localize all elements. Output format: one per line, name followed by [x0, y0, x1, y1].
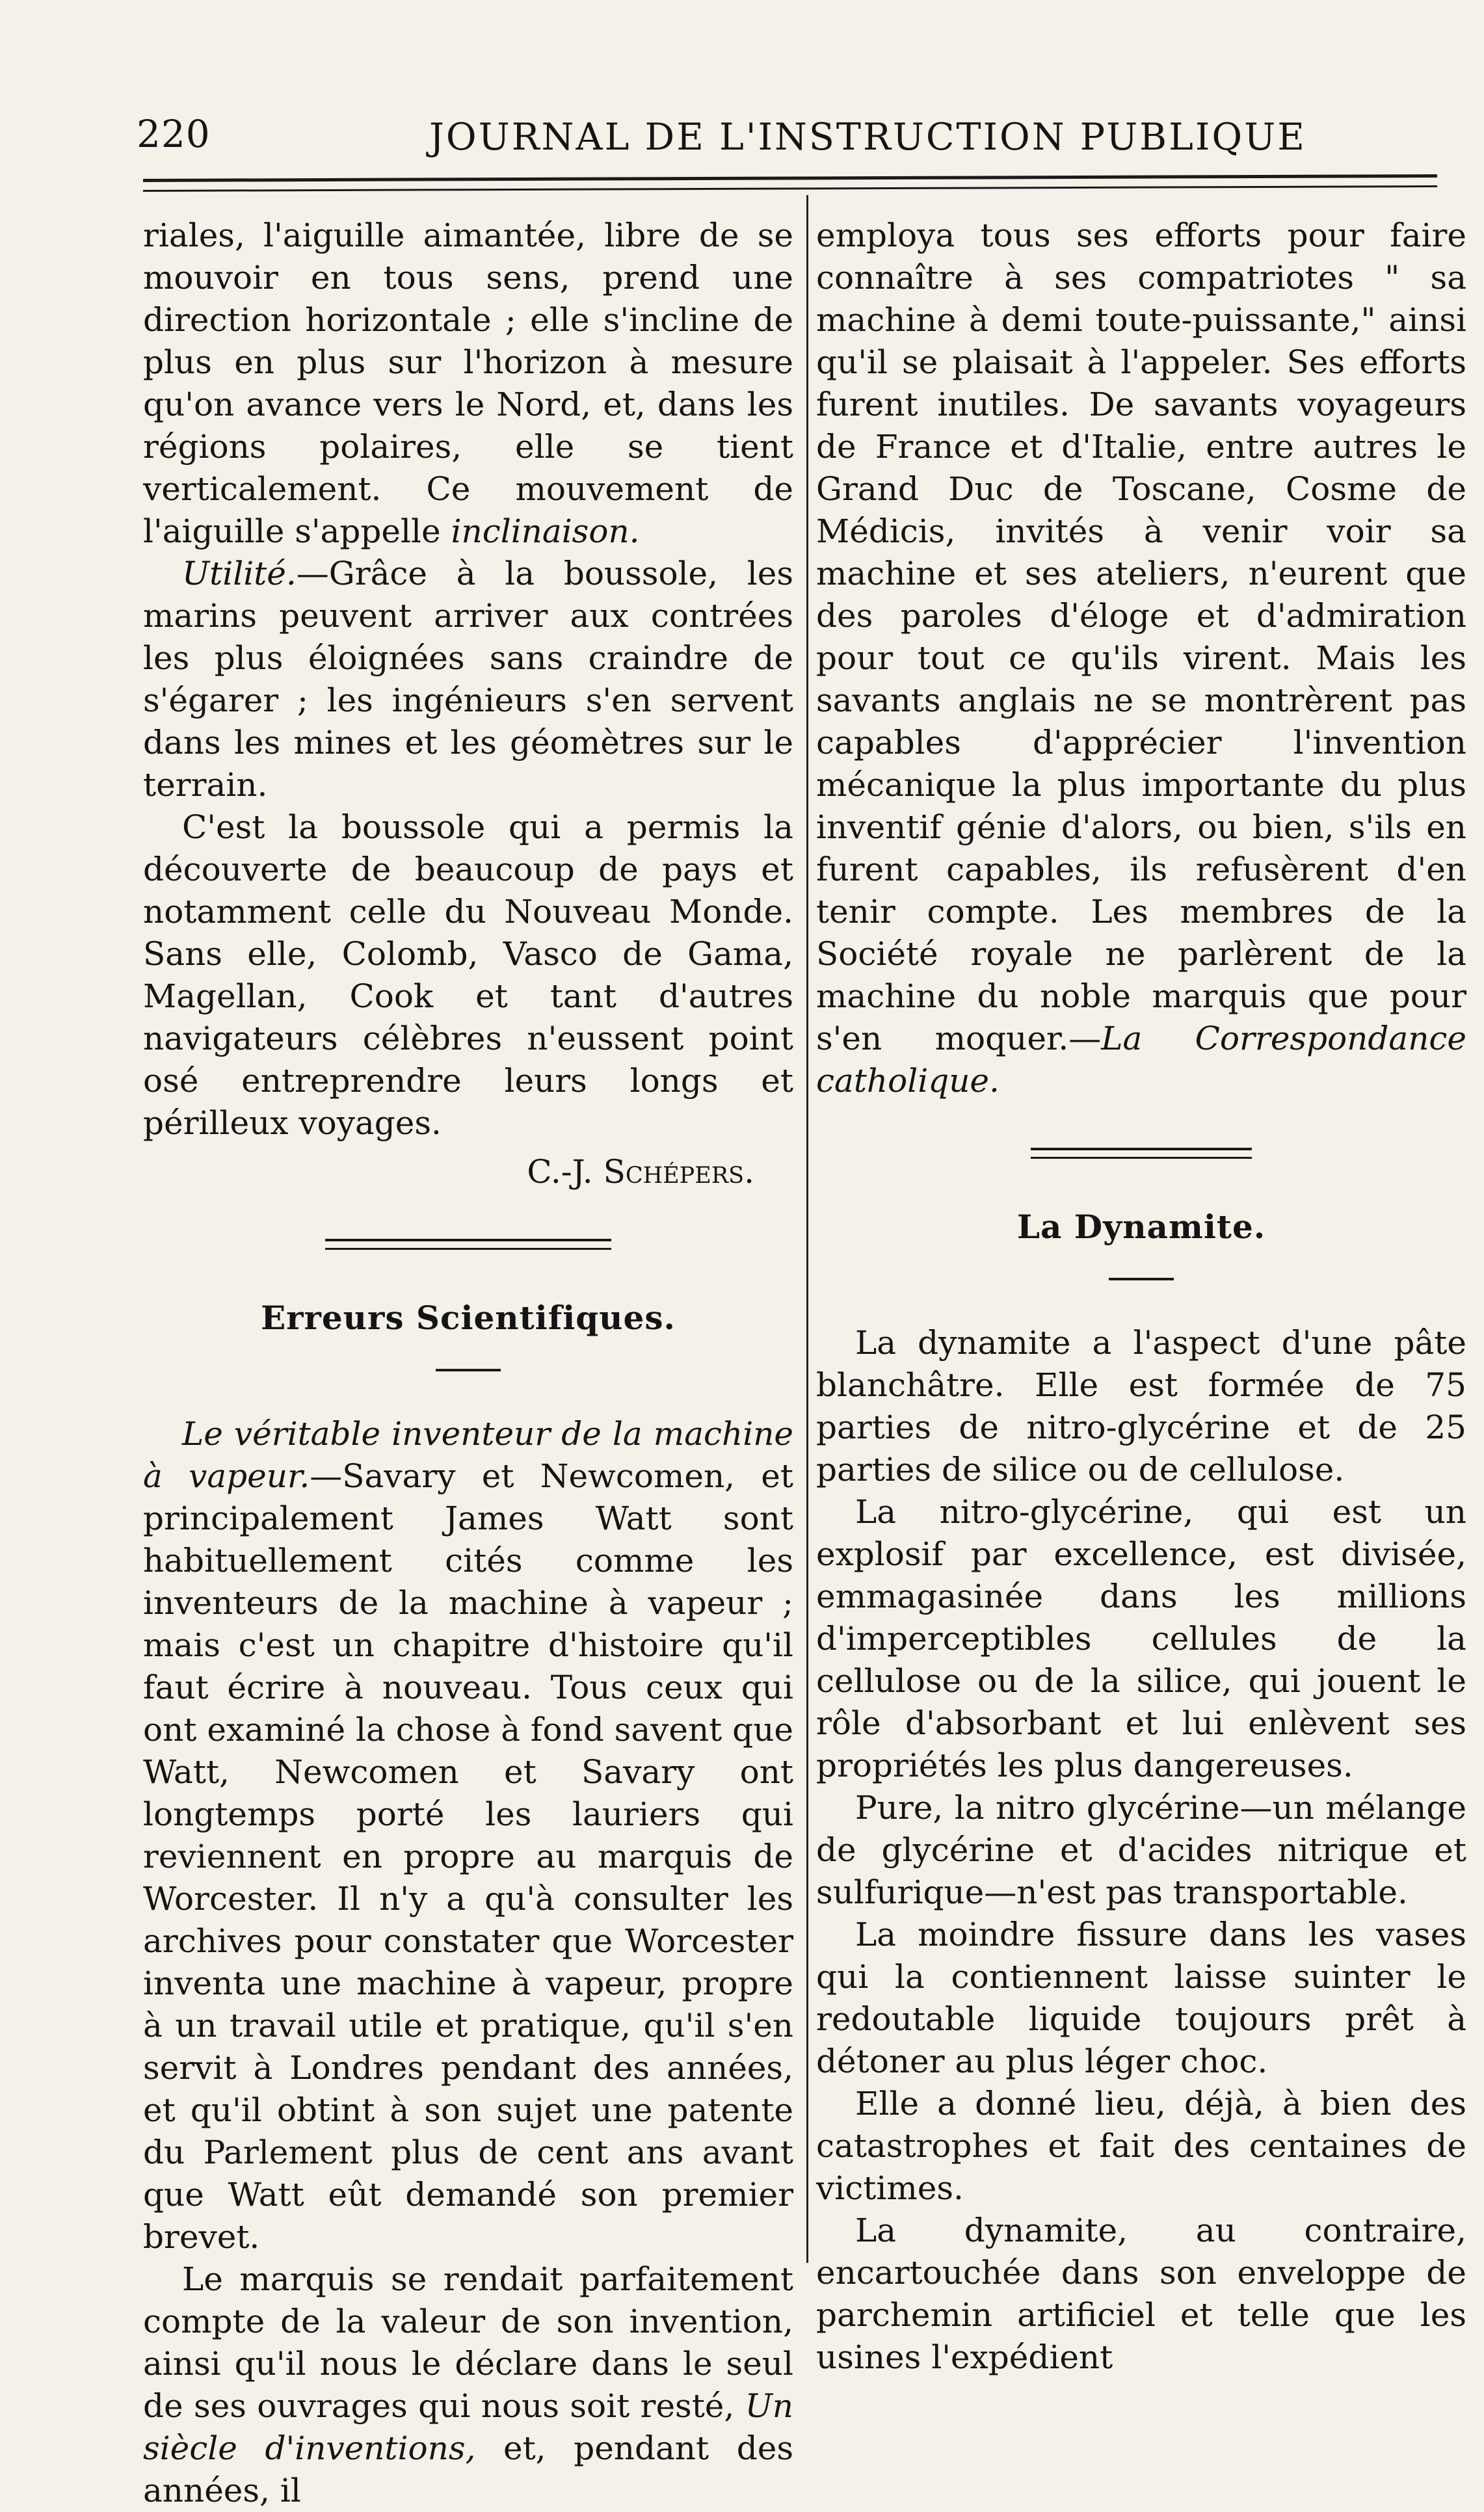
title-rule — [436, 1369, 501, 1371]
paragraph: Elle a donné lieu, déjà, à bien des catastrophes et fait des centaines de victimes. — [816, 2085, 1466, 2207]
header-rule — [143, 185, 1437, 192]
paragraph: La moindre fissure dans les vases qui la contiennent laisse suinter le redoutable liquide toujours prêt à détoner au plus léger choc. — [816, 1916, 1466, 2080]
column-divider — [806, 195, 808, 2263]
title-rule — [1109, 1278, 1174, 1280]
paragraph: La dynamite a l'aspect d'une pâte blanchâtre. Elle est formée de 75 parties de nitro-glycérine et de 25 parties de silice ou de cellulose. — [816, 1324, 1466, 1488]
section-title: Erreurs Scientifiques. — [261, 1299, 676, 1337]
paragraph: riales, l'aiguille aimantée, libre de se mouvoir en tous sens, prend une direction horizontale ; elle s'incline de plus en plus sur l'horizon à mesure qu'on avance vers le Nord, et, dans les régions polaires, elle se tient verticalement. Ce mouvement de l'aiguille s'appelle inclinaison. — [143, 217, 793, 550]
left-column — [143, 215, 793, 2512]
paragraph: Utilité.—Grâce à la boussole, les marins peuvent arriver aux contrées les plus éloignées sans craindre de s'égarer ; les ingénieurs s'en servent dans les mines et les géomètres sur le terrain. — [143, 555, 793, 804]
paragraph: La dynamite, au contraire, encartouchée dans son enveloppe de parchemin artificiel et telle que les usines l'expédient — [816, 2212, 1466, 2376]
header-rule — [143, 174, 1437, 182]
page-number: 220 — [137, 112, 211, 156]
emphasis: Un siècle d'inventions, — [143, 2387, 793, 2467]
paragraph: Le véritable inventeur de la machine à vapeur.—Savary et Newcomen, et principalement James Watt sont habituellement cités comme les inventeurs de la machine à vapeur ; mais c'est un chapitre d'histoire qu'il faut écrire à nouveau. Tous ceux qui ont examiné la chose à fond savent que Watt, Newcomen et Savary ont longtemps porté les lauriers qui reviennent en propre au marquis de Worcester. Il n'y a qu'à consulter les archives pour constater que Worcester inventa une machine à vapeur, propre à un travail utile et pratique, qu'il s'en servit à Londres pendant des années, et qu'il obtint à son sujet une patente du Parlement plus de cent ans avant que Watt eût demandé son premier brevet. — [143, 1415, 793, 2256]
paragraph: employa tous ses efforts pour faire connaître à ses compatriotes " sa machine à demi toute-puissante," ainsi qu'il se plaisait à l'appeler. Ses efforts furent inutiles. De savants voyageurs de France et d'Italie, entre autres le Grand Duc de Toscane, Cosme de Médicis, invités à venir voir sa machine et ses ateliers, n'eurent que des paroles d'éloge et d'admiration pour tout ce qu'ils virent. Mais les savants anglais ne se montrèrent pas capables d'apprécier l'invention mécanique la plus importante du plus inventif génie d'alors, ou bien, s'ils en furent capables, ils refusèrent d'en tenir compte. Les membres de la Société royale ne parlèrent de la machine du noble marquis que pour s'en moquer.—La Correspondance catholique. — [816, 217, 1466, 1100]
paragraph: La nitro-glycérine, qui est un explosif par excellence, est divisée, emmagasinée dans les millions d'imperceptibles cellules de la cellulose ou de la silice, qui jouent le rôle d'absorbant et lui enlèvent ses propriétés les plus dangereuses. — [816, 1493, 1466, 1784]
right-column — [816, 215, 1466, 2379]
paragraph: C'est la boussole qui a permis la découverte de beaucoup de pays et notamment celle du Nouveau Monde. Sans elle, Colomb, Vasco de Gama, Magellan, Cook et tant d'autres navigateurs célèbres n'eussent point osé entreprendre leurs longs et périlleux voyages. — [143, 808, 793, 1142]
running-title: JOURNAL DE L'INSTRUCTION PUBLIQUE — [429, 116, 1306, 159]
emphasis: La Correspondance catholique. — [816, 1020, 1466, 1100]
author-signature: C.-J. Schépers. — [527, 1153, 754, 1191]
section-title: La Dynamite. — [1016, 1208, 1266, 1246]
emphasis: Le véritable inventeur de la machine à vapeur. — [143, 1415, 793, 1495]
paragraph: Pure, la nitro glycérine—un mélange de glycérine et d'acides nitrique et sulfurique—n'est pas transportable. — [816, 1789, 1466, 1911]
section-divider — [1031, 1148, 1252, 1159]
emphasis: Utilité. — [182, 555, 297, 592]
emphasis: inclinaison. — [451, 512, 640, 550]
paragraph: Le marquis se rendait parfaitement compte de la valeur de son invention, ainsi qu'il nous le déclare dans le seul de ses ouvrages qui nous soit resté, Un siècle d'inventions, et, pendant des années, il — [143, 2260, 793, 2509]
section-divider — [325, 1239, 611, 1250]
